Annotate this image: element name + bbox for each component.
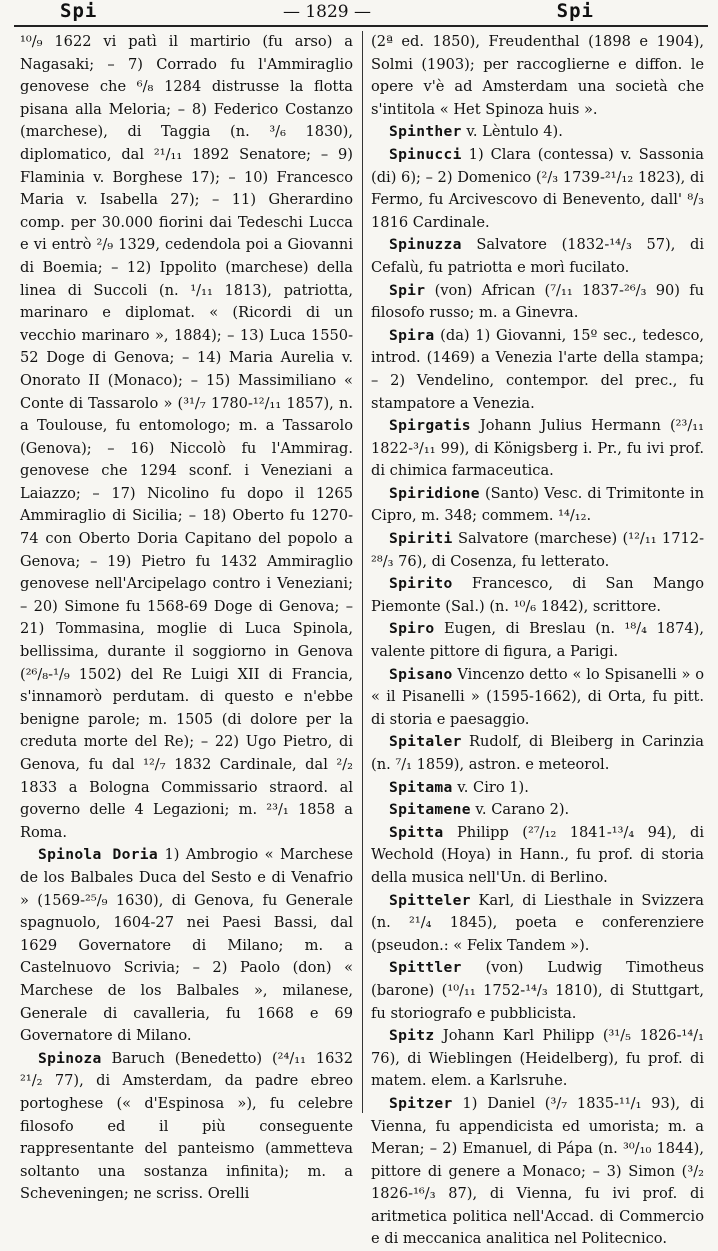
column-divider [362,31,363,1113]
entry-text: v. Lèntulo 4). [461,123,563,141]
dictionary-entry [371,1093,704,1251]
running-head-right: Spi [556,0,594,22]
dictionary-entry [371,822,704,890]
entry-text: (von) Ludwig Timotheus (barone) (¹⁰/₁₁ 1752-¹⁴/₃ 1810), di Stuttgart, fu storiografo e pubblicista. [371,959,704,1022]
entry-text: (von) African (⁷/₁₁ 1837-²⁶/₃ 90) fu filosofo russo; m. a Ginevra. [371,281,704,322]
entry-headword: Spinuzza [389,236,462,254]
dictionary-entry [371,957,704,1025]
dictionary-entry [20,844,353,1047]
entry-text: (2ª ed. 1850), Freudenthal (1898 e 1904), Solmi (1903); per raccoglierne e diffon. le opere v'è ad Amsterdam una società che s'intitola « Het Spinoza huis ». [371,33,704,118]
dictionary-entry [371,280,704,325]
dictionary-entry [371,618,704,663]
entry-text: Johann Julius Hermann (²³/₁₁ 1822-³/₁₁ 99), di Königsberg i. Pr., fu ivi prof. di chimica farmaceutica. [371,417,704,480]
left-column [20,31,361,1203]
dictionary-entry [371,731,704,776]
entry-text: Johann Karl Philipp (³¹/₅ 1826-¹⁴/₁ 76), di Wieblingen (Heidelberg), fu prof. di matem. elem. a Karlsruhe. [371,1027,704,1090]
entry-text: v. Carano 2). [470,801,570,819]
header-rule [14,25,708,27]
entry-text: Vincenzo detto « lo Spisanelli » o « il Pisanelli » (1595-1662), di Orta, fu pitt. di storia e paesaggio. [371,665,704,728]
entry-headword: Spinucci [389,145,462,163]
text-columns [20,31,704,1248]
dictionary-entry [371,325,704,415]
entry-headword: Spinther [389,123,462,141]
entry-text: Baruch (Benedetto) (²⁴/₁₁ 1632 ²¹/₂ 77), di Amsterdam, da padre ebreo portoghese (« d'Espinosa »), fu celebre filosofo ed il più conseguente rappresentante del panteismo (ammetteva soltanto una sostanza infinita); m. a Scheveningen; ne scriss. Orelli [20,1049,353,1203]
entry-text: 1) Clara (contessa) v. Sassonia (di) 6); – 2) Domenico (²/₃ 1739-²¹/₁₂ 1823), di Fermo, fu Arcivescovo di Benevento, dall' ⁸/₃ 1816 Cardinale. [371,145,704,231]
entry-headword: Spitta [389,823,444,841]
running-head-left: Spi [60,0,98,22]
entry-headword: Spitaler [389,733,462,751]
entry-headword: Spinoza [38,1049,102,1067]
dictionary-entry [371,890,704,958]
entry-headword: Spitamene [389,801,471,819]
dictionary-entry [371,1025,704,1093]
entry-text: ¹⁰/₉ 1622 vi patì il martirio (fu arso) a Nagasaki; – 7) Corrado fu l'Ammiraglio genovese che ⁶/₈ 1284 distrusse la flotta pisana alla Meloria; – 8) Federico Costanzo (marchese), di Taggia (n. ³/₆ 1830), diplomatico, dal ²¹/₁₁ 1892 Senatore; – 9) Flaminia v. Borghese 17); – 10) Francesco Maria v. Isabella 27); – 11) Gherardino comp. per 30.000 fiorini dai Tedeschi Lucca e vi entrò ²/₉ 1329, cedendola poi a Giovanni di Boemia; – 12) Ippolito (marchese) della linea di Succoli (n. ¹/₁₁ 1813), patriotta, marinaro e diplomat. « (Ricordi di un vecchio marinaro », 1884); – 13) Luca 1550-52 Doge di Genova; – 14) Maria Aurelia v. Onorato II (Monaco); – 15) Massimiliano « Conte di Tassarolo » (³¹/₇ 1780-¹²/₁₁ 1857), n. a Toulouse, fu entomologo; m. a Tassarolo (Genova); – 16) Niccolò fu l'Ammirag. genovese che 1294 sconf. i Veneziani a Laiazzo; – 17) Nicolino fu dopo il 1265 Ammiraglio di Sicilia; – 18) Oberto fu 1270-74 con Oberto Doria Capitano del popolo a Genova; – 19) Pietro fu 1432 Ammiraglio genovese nell'Arcipelago contro i Veneziani; – 20) Simone fu 1568-69 Doge di Genova; – 21) Tommasina, moglie di Luca Spinola, bellissima, durante il soggiorno in Genova (²⁶/₈-¹/₉ 1502) del Re Luigi XII di Francia, s'innamorò perdutam. di questo e n'ebbe benigne parole; m. 1505 (di dolore per la creduta morte del Re); – 22) Ugo Pietro, di Genova, fu dal ¹²/₇ 1832 Cardinale, dal ²/₂ 1833 a Bologna Commissario straord. al governo delle 4 Legazioni; m. ²³/₁ 1858 a Roma. [20,33,353,841]
entry-headword: Spira [389,326,435,344]
entry-text: (da) 1) Giovanni, 15º sec., tedesco, introd. (1469) a Venezia l'arte della stampa; – 2) Vendelino, contempor. del prec., fu stampatore a Venezia. [371,326,704,412]
dictionary-entry [371,415,704,483]
entry-text: (Santo) Vesc. di Trimitonte in Cipro, m. 348; commem. ¹⁴/₁₂. [371,484,704,525]
dictionary-entry [371,121,704,144]
entry-headword: Spittler [389,959,462,977]
dictionary-entry [371,528,704,573]
entry-headword: Spinola Doria [38,846,158,864]
dictionary-entry [371,234,704,279]
dictionary-entry [371,777,704,800]
entry-headword: Spisano [389,665,453,683]
dictionary-entry [371,483,704,528]
dictionary-entry [371,799,704,822]
dictionary-entry [20,1048,353,1206]
right-column [361,31,704,1248]
entry-text: Rudolf, di Bleiberg in Carinzia (n. ⁷/₁ 1859), astron. e meteorol. [371,733,704,773]
entry-headword: Spitteler [389,891,471,909]
entry-text: Karl, di Liesthale in Svizzera (n. ²¹/₄ 1845), poeta e conferenziere (pseudon.: « Felix Tandem »). [371,891,704,954]
entry-text: Salvatore (marchese) (¹²/₁₁ 1712-²⁸/₃ 76), di Cosenza, fu letterato. [371,530,704,570]
dictionary-entry [371,144,704,234]
entry-headword: Spiro [389,620,435,638]
entry-text: Eugen, di Breslau (n. ¹⁸/₄ 1874), valente pittore di figura, a Parigi. [371,620,704,661]
entry-text: Francesco, di San Mango Piemonte (Sal.) (n. ¹⁰/₆ 1842), scrittore. [371,575,704,615]
entry-headword: Spitzer [389,1094,453,1112]
entry-headword: Spirgatis [389,417,471,435]
entry-text: Salvatore (1832-¹⁴/₃ 57), di Cefalù, fu patriotta e morì fucilato. [371,236,704,276]
dictionary-entry [371,664,704,732]
dictionary-entry [371,573,704,618]
entry-headword: Spitz [389,1027,435,1045]
entry-headword: Spir [389,281,426,299]
entry-continuation [371,31,704,121]
page-header [20,0,704,24]
entry-headword: Spitama [389,778,453,796]
entry-text: 1) Daniel (³/₇ 1835-¹¹/₁ 93), di Vienna, fu appendicista ed umorista; m. a Meran; – 2) Emanuel, di Pápa (n. ³⁰/₁₀ 1844), pittore di genere a Monaco; – 3) Simon (³/₂ 1826-¹⁶/₃ 87), di Vienna, fu ivi prof. di aritmetica politica nell'Accad. di Commercio e di meccanica analitica nel Politecnico. [371,1094,704,1248]
entry-headword: Spiriti [389,530,453,548]
entry-text: v. Ciro 1). [452,778,529,796]
page-number: — 1829 — [282,2,372,22]
entry-continuation [20,31,353,844]
entry-headword: Spirito [389,575,453,593]
entry-text: 1) Ambrogio « Marchese de los Balbales Duca del Sesto e di Venafrio » (1569-²⁵/₉ 1630), di Genova, fu Generale spagnuolo, 1604-27 nei Paesi Bassi, dal 1629 Governatore di Milano; m. a Castelnuovo Scrivia; – 2) Paolo (don) « Marchese de los Balbales », milanese, Generale di cavalleria, fu 1668 e 69 Governatore di Milano. [20,846,354,1045]
entry-headword: Spiridione [389,484,480,502]
entry-text: Philipp (²⁷/₁₂ 1841-¹³/₄ 94), di Wechold (Hoya) in Hann., fu prof. di storia della musica nell'Un. di Berlino. [371,823,704,886]
